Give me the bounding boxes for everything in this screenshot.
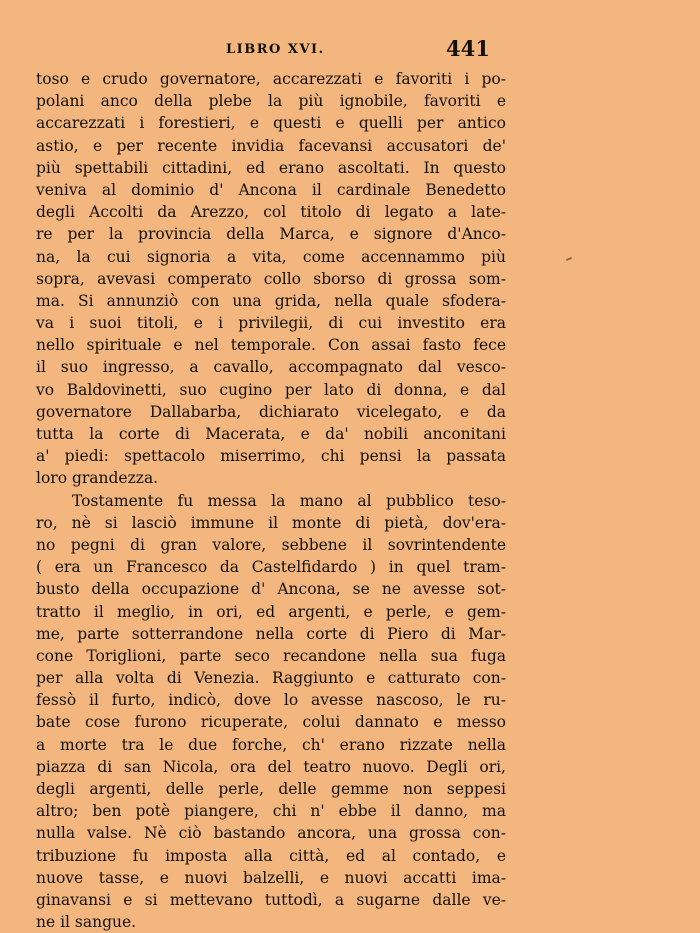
text-line: vo Baldovinetti, suo cugino per lato di donna, e dal [36,380,506,399]
text-line: nulla valse. Nè ciò bastando ancora, una grossa con- [36,824,506,843]
text-line: me, parte sotterrandone nella corte di Piero di Mar- [36,624,506,643]
text-line: più spettabili cittadini, ed erano ascoltati. In questo [36,158,506,177]
text-line: degli argenti, delle perle, delle gemme non seppesi [36,780,506,798]
running-head [36,36,506,62]
text-line: va i suoi titoli, e i privilegii, di cui investito era [36,314,506,333]
text-line: no pegni di gran valore, sebbene il sovrintendente [36,535,506,554]
text-line: a' piedi: spettacolo miserrimo, chi pensi la passata [36,447,506,466]
ink-speck [566,257,572,261]
text-line: a morte tra le due forche, ch' erano rizzate nella [36,735,506,754]
text-line: tutta la corte di Macerata, e da' nobili anconitani [36,425,506,443]
text-line: ma. Si annunziò con una grida, nella quale sfodera- [36,291,506,310]
text-line: piazza di san Nicola, ora del teatro nuovo. Degli ori, [36,757,506,776]
text-line: per alla volta di Venezia. Raggiunto e catturato con- [36,669,506,688]
text-line: altro; ben potè piangere, chi n' ebbe il danno, ma [36,802,506,821]
text-line: ginavansi e si mettevano tuttodì, a sugarne dalle ve- [36,890,506,909]
text-line: il suo ingresso, a cavallo, accompagnato dal vesco- [36,358,506,377]
text-line: degli Accolti da Arezzo, col titolo di legato a late- [36,203,506,222]
paragraph [36,490,506,933]
page-number: 441 [446,36,490,61]
paragraph [36,68,506,490]
text-line: Tostamente fu messa la mano al pubblico teso- [72,491,506,510]
text-line: veniva al dominio d' Ancona il cardinale Benedetto [36,180,506,199]
text-line: tratto il meglio, in ori, ed argenti, e perle, e gem- [36,602,506,621]
text-line: toso e crudo governatore, accarezzati e favoriti i po- [36,70,506,88]
body-text [36,68,506,933]
text-line: re per la provincia della Marca, e signore d'Anco- [36,225,506,244]
text-line: astio, e per recente invidia facevansi accusatori de' [36,136,506,155]
text-line: nuove tasse, e nuovi balzelli, e nuovi accatti ima- [36,868,506,887]
text-line: accarezzati i forestieri, e questi e quelli per antico [36,114,506,133]
text-line: fessò il furto, indicò, dove lo avesse nascoso, le ru- [36,691,506,710]
text-line: governatore Dallabarba, dichiarato vicelegato, e da [36,402,506,421]
text-line: nello spirituale e nel temporale. Con assai fasto fece [36,336,506,355]
text-line: sopra, avevasi comperato collo sborso di grossa som- [36,269,506,288]
text-line: bate cose furono ricuperate, colui dannato e messo [36,713,506,732]
text-line: ne il sangue. [36,913,137,932]
text-line: loro grandezza. [36,469,159,488]
text-line: cone Toriglioni, parte seco recandone nella sua fuga [36,646,506,665]
text-line: ( era un Francesco da Castelfidardo ) in quel tram- [36,558,506,577]
text-line: na, la cui signoria a vita, come accennammo più [36,247,506,266]
text-line: busto della occupazione d' Ancona, se ne avesse sot- [36,580,506,599]
running-title: LIBRO XVI. [226,42,325,57]
text-line: polani anco della plebe la più ignobile, favoriti e [36,92,506,111]
text-line: tribuzione fu imposta alla città, ed al contado, e [36,846,506,865]
text-line: ro, nè si lasciò immune il monte di pietà, dov'era- [36,513,506,532]
